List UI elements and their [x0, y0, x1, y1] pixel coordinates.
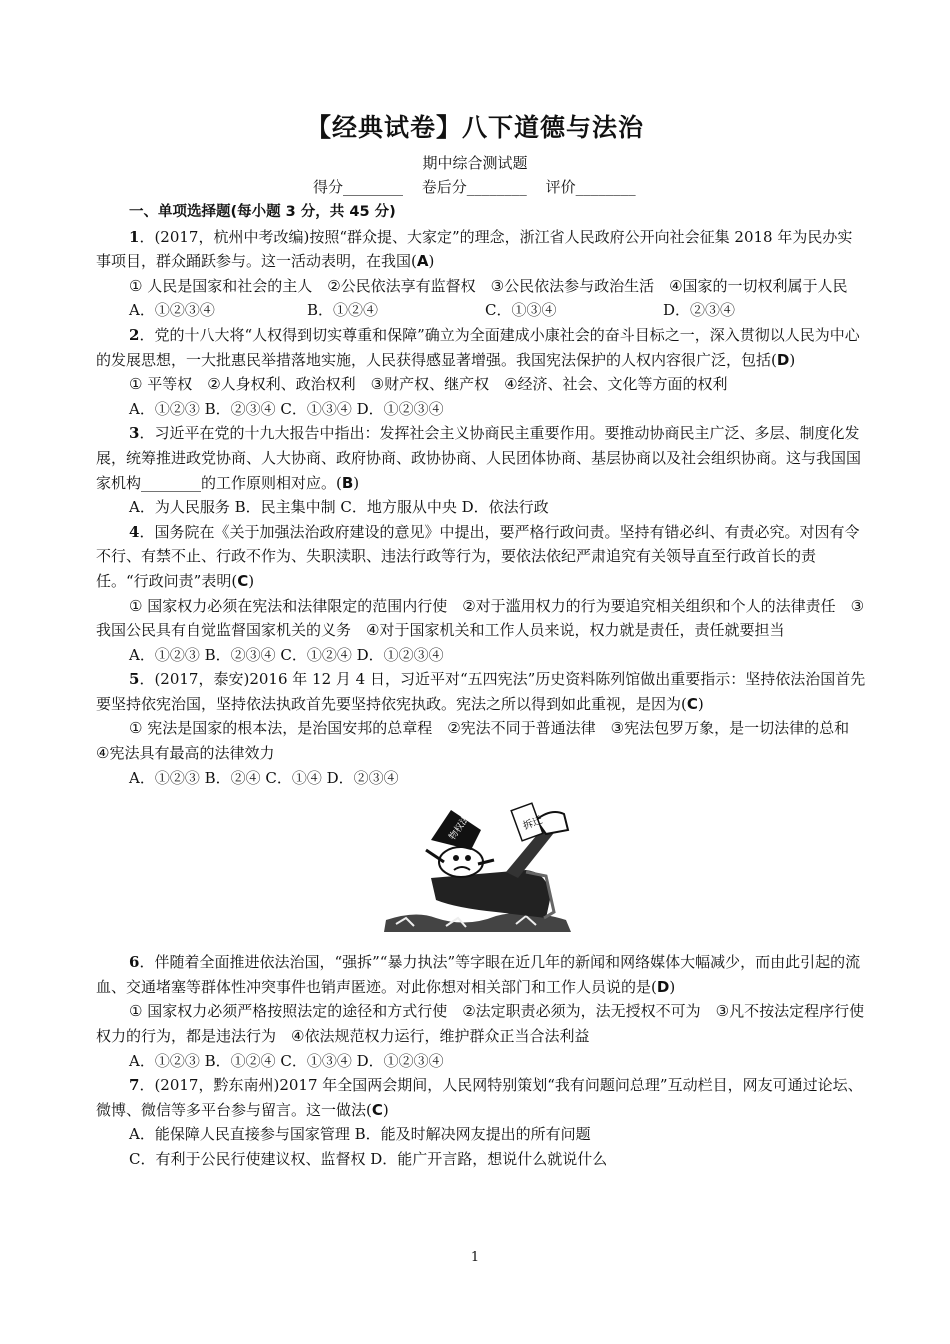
evaluation-field: 评价________ [545, 178, 636, 196]
answer-key: A [416, 252, 429, 271]
answer-key: C [237, 571, 249, 590]
question-text: ．习近平在党的十九大报告中指出：发挥社会主义协商民主重要作用。要推动协商民主广泛、多层、制度化发展，统筹推进政党协商、人大协商、政府协商、政协协商、人民团体协商、基层协商以及社会组织协商。这与我国国家机构________的工作原则相对应。( [96, 424, 862, 492]
option-b: B．①②④ [307, 301, 379, 320]
answer-close: ) [697, 694, 704, 713]
question-7-options-ab: A．能保障人民直接参与国家管理 B．能及时解决网友提出的所有问题 [129, 1125, 591, 1144]
document-subtitle: 期中综合测试题 [422, 154, 528, 172]
character-face [439, 847, 483, 877]
question-3-stem [96, 421, 866, 495]
question-2-items: ① 平等权 ②人身权利、政治权利 ③财产权、继产权 ④经济、社会、文化等方面的权利 [129, 375, 728, 394]
cartoon-illustration [96, 790, 866, 950]
question-6-options: A．①②③ B．①②④ C．①③④ D．①②③④ [129, 1051, 444, 1070]
question-text: ．(2017，泰安)2016 年 12 月 4 日，习近平对“五四宪法”历史资料陈列馆做出重要指示：坚持依法治国首先要坚持依宪治国，坚持依法执政首先要坚持依宪执政。宪法之所以得到如此重视，是因为( [96, 670, 866, 713]
character-eye [465, 855, 471, 861]
question-2-stem [96, 323, 866, 372]
section-heading: 一、单项选择题(每小题 3 分，共 45 分) [129, 204, 396, 220]
question-number: 2 [129, 325, 140, 344]
question-text: ．党的十八大将“人权得到切实尊重和保障”确立为全面建成小康社会的奋斗目标之一，深入贯彻以人民为中心的发展思想，一大批惠民举措落地实施，人民获得感显著增强。我国宪法保护的人权内容很广泛，包括( [96, 325, 860, 369]
page-number: 1 [470, 1250, 480, 1265]
answer-key: B [341, 473, 354, 492]
answer-close: ) [789, 350, 796, 369]
question-7-options-cd: C．有利于公民行使建议权、监督权 D．能广开言路，想说什么就说什么 [129, 1150, 608, 1168]
answer-close: ) [428, 252, 435, 271]
question-number: 4 [129, 522, 140, 541]
answer-key: C [686, 694, 698, 713]
question-2-options: A．①②③ B．②③④ C．①③④ D．①②③④ [129, 399, 444, 418]
question-number: 6 [129, 953, 140, 972]
hammer-head [431, 870, 551, 918]
score-field: 得分________ [313, 178, 404, 196]
answer-key: D [776, 350, 790, 369]
option-c: C．①③④ [485, 301, 557, 320]
option-d: D．②③④ [663, 301, 736, 320]
question-5-stem [96, 667, 866, 716]
question-text: ．(2017，黔东南州)2017 年全国两会期间，人民网特别策划“我有问题问总理”互动栏目，网友可通过论坛、微博、微信等多平台参与留言。这一做法( [96, 1076, 863, 1119]
answer-close: ) [353, 473, 360, 492]
question-number: 7 [129, 1076, 140, 1095]
answer-key: C [371, 1100, 383, 1119]
answer-close: ) [669, 977, 676, 996]
question-6-items: ① 国家权力必须严格按照法定的途径和方式行使 ②法定职责必须为，法无授权不可为 ③凡不按法定程序行使权力的行为，都是违法行为 ④依法规范权力运行，维护群众正当合法利益 [96, 1002, 865, 1046]
paper-label: 拆迁 [521, 815, 545, 833]
question-number: 1 [129, 227, 140, 246]
question-3-options: A．为人民服务 B．民主集中制 C．地方服从中央 D．依法行政 [129, 498, 549, 517]
question-5-items: ① 宪法是国家的根本法，是治国安邦的总章程 ②宪法不同于普通法律 ③宪法包罗万象，是一切法律的总和 ④宪法具有最高的法律效力 [96, 719, 865, 763]
option-a: A．①②③④ [129, 301, 215, 320]
question-4-stem [96, 520, 866, 594]
character-eye [453, 855, 459, 861]
question-text: ．(2017，杭州中考改编)按照“群众提、大家定”的理念，浙江省人民政府公开向社会征集 2018 年为民办实事项目，群众踊跃参与。这一活动表明，在我国( [96, 227, 853, 271]
answer-close: ) [382, 1100, 389, 1119]
question-4-items: ① 国家权力必须在宪法和法律限定的范围内行使 ②对于滥用权力的行为要追究相关组织和个人的法律责任 ③我国公民具有自觉监督国家机关的义务 ④对于国家机关和工作人员来说，权力就是责任，责任就要担当 [96, 596, 865, 640]
cartoon-svg [376, 800, 586, 940]
question-number: 5 [129, 670, 140, 689]
question-number: 3 [129, 424, 140, 443]
score-line [313, 176, 650, 197]
hat-label: 物权法 [447, 814, 472, 843]
question-1-stem [96, 225, 866, 274]
question-7-stem [96, 1073, 866, 1122]
question-5-options: A．①②③ B．②④ C．①④ D．②③④ [129, 768, 399, 787]
question-content [96, 200, 866, 1172]
question-4-options: A．①②③ B．②③④ C．①②④ D．①②③④ [129, 645, 444, 664]
document-title: 【经典试卷】八下道德与法治 [305, 113, 644, 142]
question-1-options [96, 298, 866, 323]
question-1-items: ① 人民是国家和社会的主人 ②公民依法享有监督权 ③公民依法参与政治生活 ④国家的一切权利属于人民 [129, 276, 848, 295]
answer-key: D [656, 977, 670, 996]
paper-score-field: 卷后分________ [421, 178, 527, 196]
question-text: ．国务院在《关于加强法治政府建设的意见》中提出，要严格行政问责。坚持有错必纠、有责必究。对因有令不行、有禁不止、行政不作为、失职渎职、违法行政等行为，要依法依纪严肃追究有关领导直至行政首长的责任。“行政问责”表明( [96, 522, 860, 590]
question-6-stem [96, 950, 866, 999]
answer-close: ) [248, 571, 255, 590]
question-text: ．伴随着全面推进依法治国，“强拆”“暴力执法”等字眼在近几年的新闻和网络媒体大幅减少，而由此引起的流血、交通堵塞等群体性冲突事件也销声匿迹。对此你想对相关部门和工作人员说的是( [96, 953, 861, 996]
